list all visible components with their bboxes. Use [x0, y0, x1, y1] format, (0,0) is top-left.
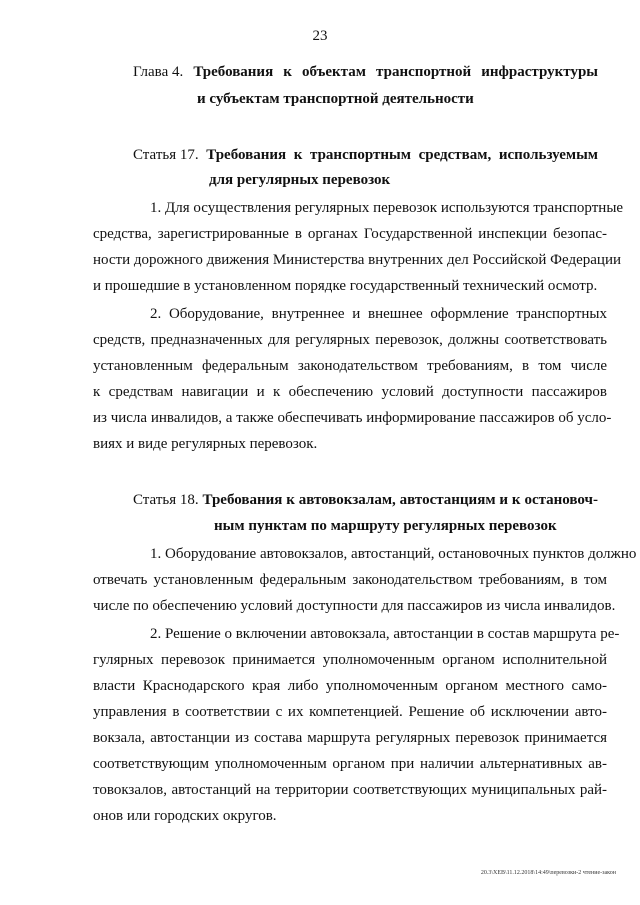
article17-label: Статья 17. [133, 147, 199, 163]
article17-p2-line: установленным федеральным законодательством требованиям, в том числе [93, 358, 607, 374]
article18-heading [133, 488, 598, 512]
article17-title-line1: Требования к транспортным средствам, используемым [206, 147, 599, 163]
article17-p1-line: и прошедшие в установленном порядке государственный технический осмотр. [93, 278, 598, 294]
article18-p1-line: числе по обеспечению условий доступности для пассажиров из числа инвалидов. [93, 598, 616, 614]
article17-p2-line: 2. Оборудование, внутреннее и внешнее оформление транспортных [150, 306, 607, 322]
article18-p2-line: 2. Решение о включении автовокзала, автостанции в состав маршрута ре- [150, 626, 620, 642]
article18-p2-line: гулярных перевозок принимается уполномоченным органом исполнительной [93, 652, 607, 668]
article18-p2-line: управления в соответствии с их компетенцией. Решение об исключении авто- [93, 704, 607, 720]
chapter-title-line1: Требования к объектам транспортной инфраструктуры [193, 64, 598, 80]
article17-p2-line: виях и виде регулярных перевозок. [93, 436, 318, 452]
document-footer: 20.3\XEB\11.12.2018\14:49\перевозки-2 чтение-закон [480, 870, 616, 876]
article18-p2-line: соответствующим уполномоченным органом при наличии альтернативных ав- [93, 756, 607, 772]
article18-p1-line: 1. Оборудование автовокзалов, автостанций, остановочных пунктов должно [150, 546, 637, 562]
article17-heading [133, 143, 598, 167]
article17-p2-line: из числа инвалидов, а также обеспечивать информирование пассажиров об усло- [93, 410, 612, 426]
article18-p2-line: товокзалов, автостанций на территории соответствующих муниципальных рай- [93, 782, 607, 798]
page-number: 23 [312, 28, 328, 44]
article17-title-line2: для регулярных перевозок [209, 172, 391, 188]
article17-p1-line: средства, зарегистрированные в органах Государственной инспекции безопас- [93, 226, 607, 242]
article18-p2-line: власти Краснодарского края либо уполномоченным органом местного само- [93, 678, 607, 694]
article18-title-line2: ным пунктам по маршруту регулярных перевозок [214, 518, 557, 534]
chapter-label: Глава 4. [133, 64, 184, 80]
article17-p1-line: 1. Для осуществления регулярных перевозок используются транспортные [150, 200, 624, 216]
article18-p1-line: отвечать установленным федеральным законодательством требованиям, в том [93, 572, 607, 588]
chapter-heading [133, 60, 598, 84]
article18-p2-line: онов или городских округов. [93, 808, 277, 824]
article17-p2-line: средств, предназначенных для регулярных перевозок, должны соответствовать [93, 332, 607, 348]
article17-p2-line: к средствам навигации и к обеспечению условий доступности пассажиров [93, 384, 607, 400]
article18-title-line1: Требования к автовокзалам, автостанциям и к остановоч- [202, 492, 599, 508]
chapter-title-line2: и субъектам транспортной деятельности [197, 91, 474, 107]
article17-p1-line: ности дорожного движения Министерства внутренних дел Российской Федерации [93, 252, 622, 268]
article18-p2-line: вокзала, автостанции из состава маршрута регулярных перевозок принимается [93, 730, 607, 746]
article18-label: Статья 18. [133, 492, 199, 508]
